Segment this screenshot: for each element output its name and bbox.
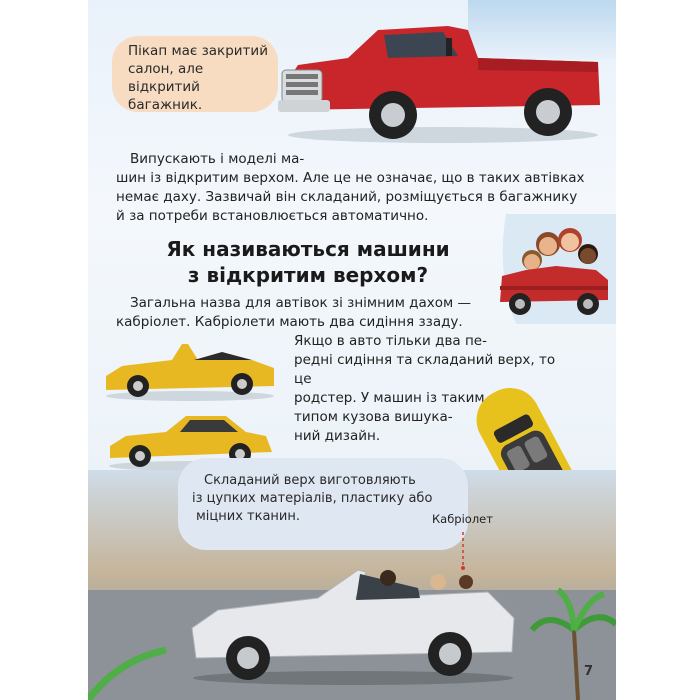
soft-top-line2: із цупких матеріалів, пластику або xyxy=(192,491,433,506)
soft-top-line3: міцних тканин. xyxy=(196,509,301,524)
para1-line1: Загальна назва для автівок зі знімним дахом — xyxy=(130,295,472,311)
para1-line2: кабріолет. Кабріолети мають два сидіння ззаду. xyxy=(116,314,463,330)
book-page xyxy=(88,0,616,700)
intro-line1: Випускають і моделі ма- xyxy=(130,151,305,167)
white-convertible-image xyxy=(188,548,518,688)
palm-tree-image xyxy=(528,580,616,700)
page-number: 7 xyxy=(584,664,594,679)
para2-line1: Якщо в авто тільки два пе- xyxy=(294,333,487,349)
heading-line2: з відкритим верхом? xyxy=(187,263,429,287)
intro-line3: немає даху. Зазвичай він складаний, розміщується в багажнику xyxy=(116,189,578,205)
pickup-callout-line2: салон, але відкритий xyxy=(128,61,204,95)
soft-top-line1: Складаний верх виготовляють xyxy=(204,473,416,488)
intro-line4: й за потреби встановлюється автоматично. xyxy=(116,208,429,224)
pickup-callout xyxy=(112,36,278,112)
pickup-callout-line3: багажник. xyxy=(128,97,203,113)
palm-leaf-left-image xyxy=(88,640,168,700)
para2-line5: ний дизайн. xyxy=(294,428,381,444)
cabriolet-caption: Кабріолет xyxy=(432,512,493,526)
pickup-truck-image xyxy=(278,10,608,145)
para2-line2: редні сидіння та складаний верх, то це xyxy=(294,352,556,387)
paragraph-cabriolet-rest xyxy=(116,313,536,332)
intro-paragraph xyxy=(130,150,530,169)
yellow-convertible-image xyxy=(102,338,278,402)
section-heading xyxy=(158,236,458,288)
paragraph-cabriolet xyxy=(130,294,550,313)
intro-line2: шин із відкритим верхом. Але це не означає, що в таких автівках xyxy=(116,170,585,186)
heading-line1: Як називаються машини xyxy=(166,237,450,261)
soft-top-callout xyxy=(178,458,468,550)
para2-line4: типом кузова вишука- xyxy=(294,409,453,425)
pickup-callout-line1: Пікап має закритий xyxy=(128,43,268,59)
para2-line3: родстер. У машин із таким xyxy=(294,390,485,406)
